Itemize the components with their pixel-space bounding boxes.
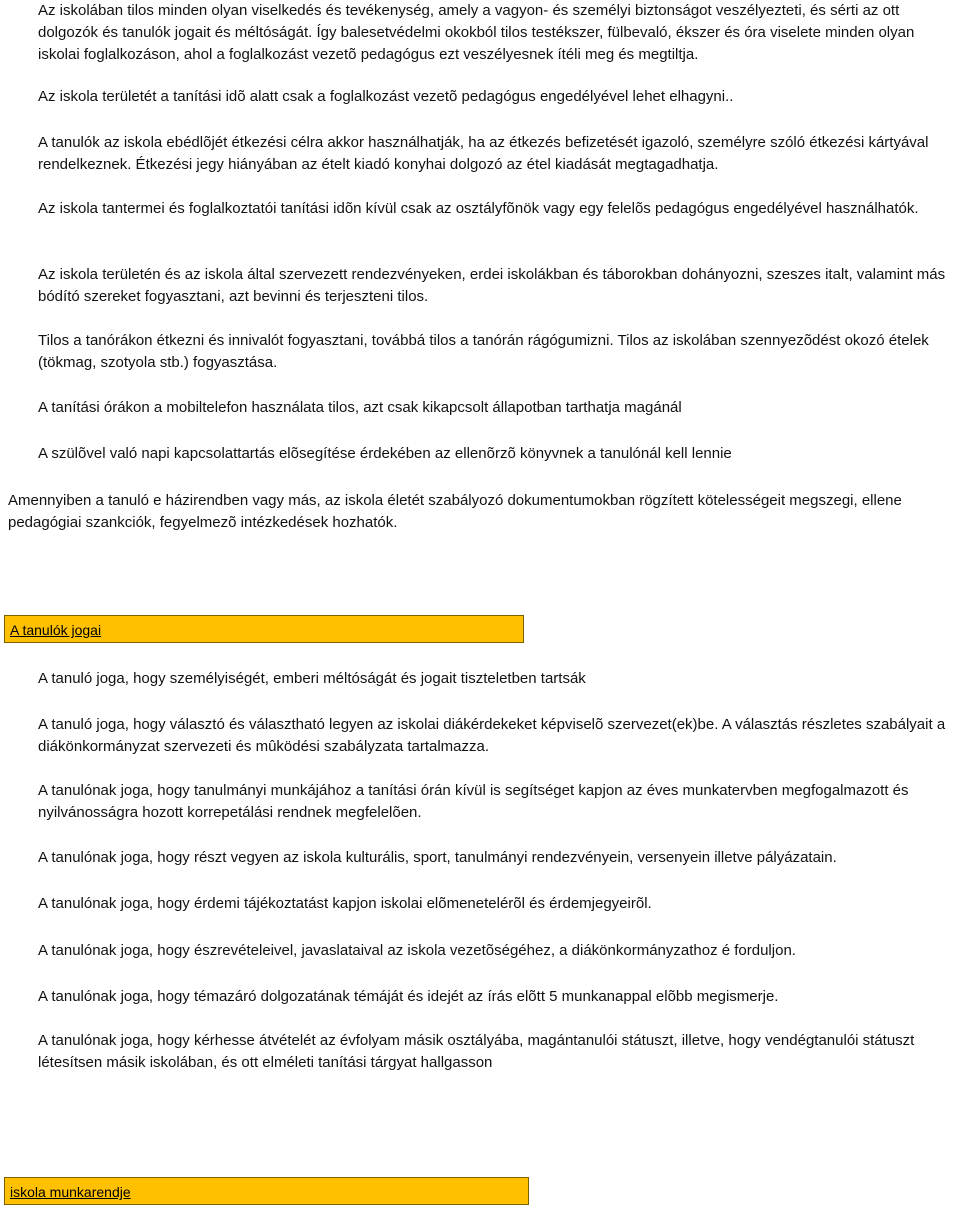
right-item: A tanuló joga, hogy választó és választható legyen az iskolai diákérdekeket képviselõ szervezet(ek)be. A választás részletes szabályait a diákönkormányzat szervezeti és mûködési szabályzata tartalmazza. (38, 716, 946, 755)
right-item: A tanulónak joga, hogy érdemi tájékoztatást kapjon iskolai elõmenetelérõl és érdemjegyeirõl. (38, 895, 652, 912)
right-item: A tanuló joga, hogy személyiségét, emberi méltóságát és jogait tiszteletben tartsák (38, 670, 586, 687)
right-item: A tanulónak joga, hogy tanulmányi munkájához a tanítási órán kívül is segítséget kapjon az éves munkatervben megfogalmazott és nyilvánosságra hozott korrepetálási rendnek megfelelõen. (38, 782, 909, 821)
section-heading-student-rights (4, 615, 524, 643)
right-item: A tanulónak joga, hogy témazáró dolgozatának témáját és idejét az írás elõtt 5 munkanappal elõbb megismerje. (38, 988, 779, 1005)
right-item: A tanulónak joga, hogy kérhesse átvételét az évfolyam másik osztályába, magántanulói státuszt, illetve, hogy vendégtanulói státuszt létesítsen másik iskolában, és ott elméleti tanítási tárgyat hallgasson (38, 1032, 915, 1071)
rule-paragraph-leaving-school: Az iskola területét a tanítási idõ alatt csak a foglalkozást vezetõ pedagógus engedélyével lehet elhagyni.. (38, 88, 734, 105)
right-item: A tanulónak joga, hogy észrevételeivel, javaslataival az iskola vezetõségéhez, a diákönkormányzathoz é forduljon. (38, 942, 796, 959)
rule-paragraph-smoking: Az iskola területén és az iskola által szervezett rendezvényeken, erdei iskolákban és táborokban dohányozni, szeszes italt, valamint más bódító szereket fogyasztani, azt bevinni és terjeszteni tilos. (38, 266, 946, 305)
rule-paragraph-classrooms: Az iskola tantermei és foglalkoztatói tanítási idõn kívül csak az osztályfõnök vagy egy felelõs pedagógus engedélyével használhatók. (38, 200, 919, 217)
rule-paragraph-safety: Az iskolában tilos minden olyan viselkedés és tevékenység, amely a vagyon- és személyi biztonságot veszélyezteti, és sérti az ott dolgozók és tanulók jogait és méltóságát. Így balesetvédelmi okokból tilos testékszer, fülbevaló, ékszer és óra viselete minden olyan iskolai foglalkozáson, ahol a foglalkozást vezetõ pedagógus ezt veszélyesnek ítéli meg és megtiltja. (38, 2, 915, 63)
rule-paragraph-sanctions: Amennyiben a tanuló e házirendben vagy más, az iskola életét szabályozó dokumentumokban rögzített kötelességeit megszegi, ellene pedagógiai szankciók, fegyelmezõ intézkedések hozhatók. (8, 492, 902, 531)
section-title: iskola munkarendje (10, 1184, 131, 1200)
rule-paragraph-mobile-phone: A tanítási órákon a mobiltelefon használata tilos, azt csak kikapcsolt állapotban tarthatja magánál (38, 399, 682, 416)
rule-paragraph-canteen: A tanulók az iskola ebédlõjét étkezési célra akkor használhatják, ha az étkezés befizetését igazoló, személyre szóló étkezési kártyával rendelkeznek. Étkezési jegy hiányában az ételt kiadó konyhai dolgozó az étel kiadását megtagadhatja. (38, 134, 929, 173)
section-title: A tanulók jogai (10, 622, 102, 638)
right-item: A tanulónak joga, hogy részt vegyen az iskola kulturális, sport, tanulmányi rendezvényein, versenyein illetve pályázatain. (38, 849, 837, 866)
rule-paragraph-eating: Tilos a tanórákon étkezni és innivalót fogyasztani, továbbá tilos a tanórán rágógumizni. Tilos az iskolában szennyezõdést okozó ételek (tökmag, szotyola stb.) fogyasztása. (38, 332, 929, 371)
rule-paragraph-parent-contact: A szülõvel való napi kapcsolattartás elõsegítése érdekében az ellenõrzõ könyvnek a tanulónál kell lennie (38, 445, 732, 462)
section-heading-school-schedule (4, 1177, 529, 1205)
